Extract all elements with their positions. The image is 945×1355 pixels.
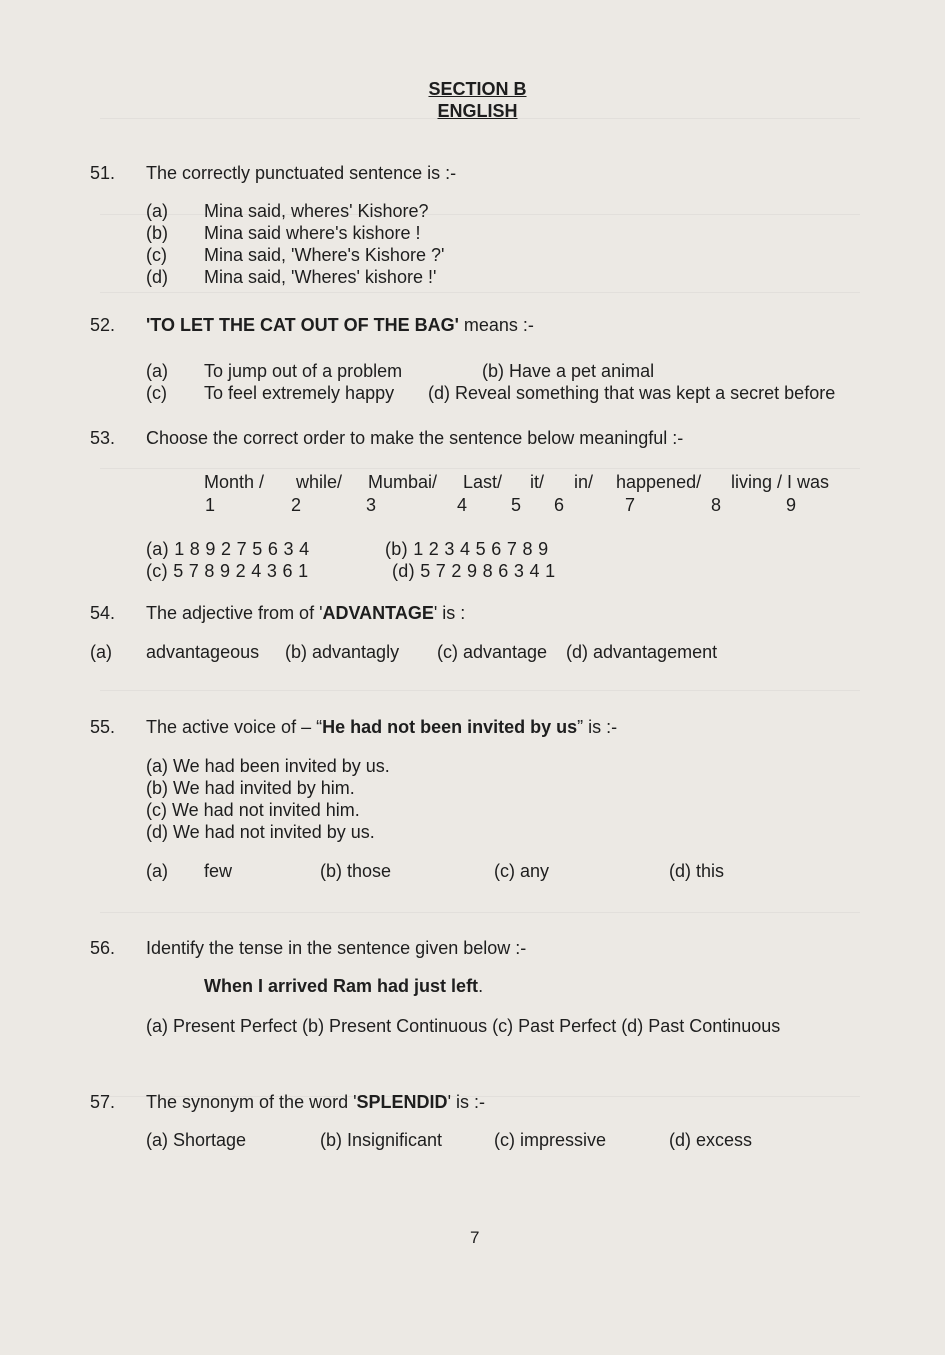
option-text: few bbox=[204, 861, 233, 881]
question-stem: Choose the correct order to make the sentence below meaningful :- bbox=[146, 428, 684, 448]
option-text: Mina said, 'Where's Kishore ?' bbox=[204, 245, 445, 265]
section-title: SECTION B bbox=[428, 79, 527, 99]
word-index: 4 bbox=[457, 495, 468, 515]
option-text: (b) Insignificant bbox=[320, 1130, 443, 1150]
option-text: (b) Have a pet animal bbox=[482, 361, 655, 381]
question-stem-rest: means :- bbox=[458, 315, 534, 335]
question-stem bbox=[146, 716, 617, 738]
word-index: 1 bbox=[205, 495, 216, 515]
jumbled-word: happened/ bbox=[616, 472, 702, 492]
question-stem-pre: The active voice of – “ bbox=[146, 717, 323, 737]
option-text: (d) excess bbox=[669, 1130, 753, 1150]
question-stem-bold: 'TO LET THE CAT OUT OF THE BAG' bbox=[146, 315, 459, 335]
option-text: (c) advantage bbox=[437, 642, 548, 662]
word-index: 8 bbox=[711, 495, 722, 515]
subject-title: ENGLISH bbox=[437, 101, 518, 121]
show-through-line bbox=[100, 912, 860, 913]
word-index: 6 bbox=[554, 495, 565, 515]
question-stem-post: ” is :- bbox=[577, 717, 618, 737]
options-line: (a) Present Perfect (b) Present Continuous (c) Past Perfect (d) Past Continuous bbox=[146, 1016, 781, 1036]
show-through-line bbox=[100, 292, 860, 293]
question-stem bbox=[146, 314, 534, 336]
question-stem: The correctly punctuated sentence is :- bbox=[146, 163, 457, 183]
jumbled-word: while/ bbox=[296, 472, 343, 492]
question-stem-post: ' is :- bbox=[447, 1092, 485, 1112]
question-stem-bold: SPLENDID bbox=[356, 1092, 448, 1112]
option-letter: (a) bbox=[146, 361, 168, 381]
option-text: (a) Shortage bbox=[146, 1130, 247, 1150]
word-index: 3 bbox=[366, 495, 377, 515]
question-stem-bold: He had not been invited by us bbox=[322, 717, 578, 737]
option-text: To jump out of a problem bbox=[204, 361, 403, 381]
question-number: 56. bbox=[90, 938, 116, 958]
option-letter: (d) bbox=[146, 267, 168, 287]
option-text: (c) We had not invited him. bbox=[146, 800, 360, 820]
word-index: 9 bbox=[786, 495, 797, 515]
question-stem: Identify the tense in the sentence given below :- bbox=[146, 938, 527, 958]
question-number: 53. bbox=[90, 428, 116, 448]
option-text: (c) impressive bbox=[494, 1130, 607, 1150]
option-text: (a) 1 8 9 2 7 5 6 3 4 bbox=[146, 539, 310, 559]
jumbled-word: living / I was bbox=[731, 472, 830, 492]
jumbled-word: it/ bbox=[530, 472, 545, 492]
jumbled-word: in/ bbox=[574, 472, 594, 492]
question-number: 57. bbox=[90, 1092, 116, 1112]
option-text: advantageous bbox=[146, 642, 260, 662]
option-text: (b) advantagly bbox=[285, 642, 400, 662]
question-number: 54. bbox=[90, 603, 116, 623]
option-text: (d) 5 7 2 9 8 6 3 4 1 bbox=[392, 561, 556, 581]
tense-sentence-dot: . bbox=[478, 976, 484, 996]
option-letter: (c) bbox=[146, 245, 167, 265]
question-stem-bold: ADVANTAGE bbox=[322, 603, 434, 623]
option-text: (b) We had invited by him. bbox=[146, 778, 355, 798]
option-letter: (a) bbox=[90, 642, 112, 662]
question-number: 55. bbox=[90, 717, 116, 737]
question-stem bbox=[146, 602, 465, 624]
question-number: 52. bbox=[90, 315, 116, 335]
jumbled-word: Month / bbox=[204, 472, 265, 492]
option-letter: (b) bbox=[146, 223, 168, 243]
show-through-line bbox=[100, 468, 860, 469]
option-letter: (a) bbox=[146, 861, 168, 881]
option-text: Mina said where's kishore ! bbox=[204, 223, 421, 243]
jumbled-word: Mumbai/ bbox=[368, 472, 438, 492]
word-index: 7 bbox=[625, 495, 636, 515]
option-text: Mina said, wheres' Kishore? bbox=[204, 201, 429, 221]
option-letter: (a) bbox=[146, 201, 168, 221]
tense-sentence bbox=[204, 975, 483, 997]
question-number: 51. bbox=[90, 163, 116, 183]
option-text: (d) Reveal something that was kept a secret before bbox=[428, 383, 836, 403]
option-text: (d) this bbox=[669, 861, 725, 881]
question-stem bbox=[146, 1091, 485, 1113]
option-text: (c) 5 7 8 9 2 4 3 6 1 bbox=[146, 561, 309, 581]
option-text: (d) advantagement bbox=[566, 642, 718, 662]
word-index: 2 bbox=[291, 495, 302, 515]
option-text: (b) 1 2 3 4 5 6 7 8 9 bbox=[385, 539, 549, 559]
jumbled-word: Last/ bbox=[463, 472, 503, 492]
question-stem-pre: The synonym of the word ' bbox=[146, 1092, 357, 1112]
option-text: (d) We had not invited by us. bbox=[146, 822, 375, 842]
question-stem-pre: The adjective from of ' bbox=[146, 603, 323, 623]
option-text: (c) any bbox=[494, 861, 550, 881]
option-letter: (c) bbox=[146, 383, 167, 403]
option-text: To feel extremely happy bbox=[204, 383, 395, 403]
show-through-line bbox=[100, 690, 860, 691]
question-stem-post: ' is : bbox=[433, 603, 466, 623]
option-text: (a) We had been invited by us. bbox=[146, 756, 390, 776]
page-number: 7 bbox=[470, 1228, 480, 1247]
tense-sentence-bold: When I arrived Ram had just left bbox=[204, 976, 479, 996]
option-text: (b) those bbox=[320, 861, 392, 881]
word-index: 5 bbox=[511, 495, 522, 515]
option-text: Mina said, 'Wheres' kishore !' bbox=[204, 267, 437, 287]
